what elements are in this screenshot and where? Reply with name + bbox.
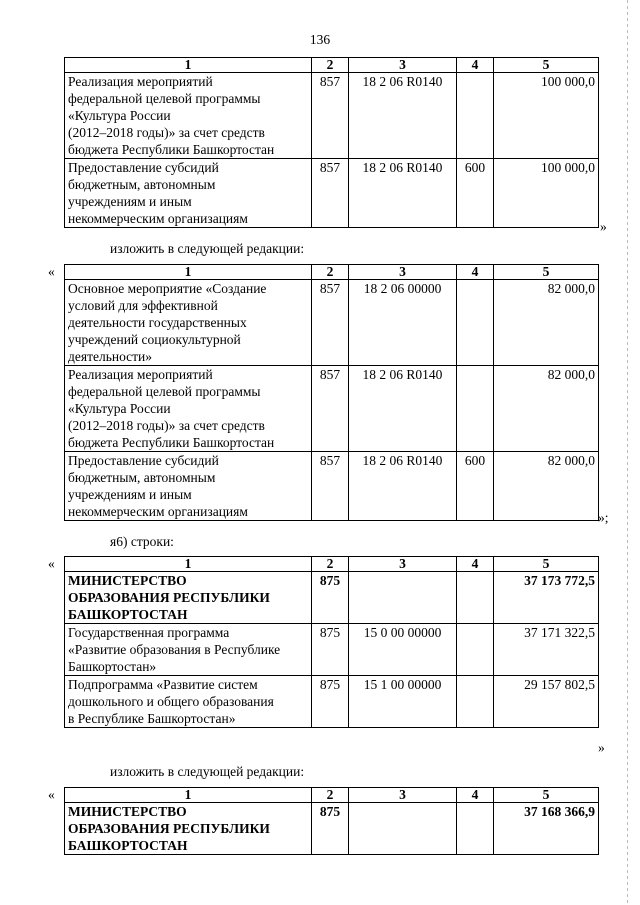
table-row xyxy=(65,803,599,855)
header-col-4: 4 xyxy=(457,58,494,73)
header-col-1: 1 xyxy=(65,557,312,572)
row-expense-type xyxy=(457,572,494,624)
name-line: «Культура России xyxy=(68,401,171,416)
row-amount: 100 000,0 xyxy=(494,73,599,159)
name-line: (2012–2018 годы)» за счет средств xyxy=(68,418,265,433)
name-line: БАШКОРТОСТАН xyxy=(68,607,188,622)
close-quote: »; xyxy=(598,510,609,525)
name-line: федеральной целевой программы xyxy=(68,91,261,106)
name-line: бюджетным, автономным xyxy=(68,470,216,485)
header-col-2: 2 xyxy=(312,265,349,280)
header-col-2: 2 xyxy=(312,58,349,73)
name-line: некоммерческим организациям xyxy=(68,211,248,226)
name-line: Реализация мероприятий xyxy=(68,367,213,382)
header-col-5: 5 xyxy=(494,557,599,572)
name-line: деятельности» xyxy=(68,349,153,364)
name-line: Подпрограмма «Развитие систем xyxy=(68,677,258,692)
header-col-2: 2 xyxy=(312,557,349,572)
name-line: учреждениям и иным xyxy=(68,487,192,502)
row-target-code: 18 2 06 R0140 xyxy=(349,452,457,521)
page-number: 136 xyxy=(309,32,331,47)
row-ministry-code: 857 xyxy=(312,73,349,159)
instruction-text: изложить в следующей редакции: xyxy=(110,764,305,779)
row-ministry-code: 875 xyxy=(312,624,349,676)
row-amount: 37 173 772,5 xyxy=(494,572,599,624)
name-line: (2012–2018 годы)» за счет средств xyxy=(68,125,265,140)
name-line: федеральной целевой программы xyxy=(68,384,261,399)
row-name xyxy=(65,803,312,855)
name-line: Башкортостан» xyxy=(68,659,157,674)
row-amount: 82 000,0 xyxy=(494,280,599,366)
row-target-code: 18 2 06 R0140 xyxy=(349,159,457,228)
name-line: условий для эффективной xyxy=(68,298,218,313)
table-row xyxy=(65,572,599,624)
row-amount: 37 171 322,5 xyxy=(494,624,599,676)
name-line: Основное мероприятие «Создание xyxy=(68,281,267,296)
row-name xyxy=(65,159,312,228)
name-line: «Развитие образования в Республике xyxy=(68,642,281,657)
header-col-5: 5 xyxy=(494,58,599,73)
header-col-4: 4 xyxy=(457,788,494,803)
name-line: некоммерческим организациям xyxy=(68,504,248,519)
row-ministry-code: 875 xyxy=(312,572,349,624)
row-name xyxy=(65,676,312,728)
header-col-3: 3 xyxy=(349,58,457,73)
name-line: Предоставление субсидий xyxy=(68,453,219,468)
row-ministry-code: 857 xyxy=(312,452,349,521)
row-expense-type: 600 xyxy=(457,452,494,521)
row-ministry-code: 875 xyxy=(312,803,349,855)
name-line: ОБРАЗОВАНИЯ РЕСПУБЛИКИ xyxy=(68,821,270,836)
name-line: ОБРАЗОВАНИЯ РЕСПУБЛИКИ xyxy=(68,590,270,605)
row-expense-type xyxy=(457,624,494,676)
row-ministry-code: 857 xyxy=(312,280,349,366)
header-col-5: 5 xyxy=(494,788,599,803)
row-target-code: 15 0 00 00000 xyxy=(349,624,457,676)
close-quote: » xyxy=(600,219,607,234)
name-line: в Республике Башкортостан» xyxy=(68,711,236,726)
header-col-3: 3 xyxy=(349,557,457,572)
row-target-code: 18 2 06 R0140 xyxy=(349,73,457,159)
instruction-text: изложить в следующей редакции: xyxy=(110,241,305,256)
budget-table-2 xyxy=(64,264,599,521)
header-col-3: 3 xyxy=(349,265,457,280)
row-ministry-code: 857 xyxy=(312,159,349,228)
row-target-code xyxy=(349,572,457,624)
header-col-2: 2 xyxy=(312,788,349,803)
row-expense-type xyxy=(457,803,494,855)
row-expense-type: 600 xyxy=(457,159,494,228)
table-row xyxy=(65,676,599,728)
budget-table-1 xyxy=(64,57,599,228)
name-line: Государственная программа xyxy=(68,625,230,640)
name-line: дошкольного и общего образования xyxy=(68,694,274,709)
row-name xyxy=(65,452,312,521)
row-ministry-code: 875 xyxy=(312,676,349,728)
header-col-1: 1 xyxy=(65,265,312,280)
name-line: БАШКОРТОСТАН xyxy=(68,838,188,853)
table-header-row xyxy=(65,788,599,803)
table-row xyxy=(65,624,599,676)
row-expense-type xyxy=(457,280,494,366)
name-line: МИНИСТЕРСТВО xyxy=(68,573,187,588)
row-expense-type xyxy=(457,676,494,728)
table-row xyxy=(65,366,599,452)
row-ministry-code: 857 xyxy=(312,366,349,452)
instruction-text: я6) строки: xyxy=(110,534,174,549)
close-quote: » xyxy=(598,740,605,755)
open-quote: « xyxy=(48,556,55,571)
row-name xyxy=(65,572,312,624)
budget-table-4 xyxy=(64,787,599,855)
table-header-row xyxy=(65,557,599,572)
row-amount: 37 168 366,9 xyxy=(494,803,599,855)
open-quote: « xyxy=(48,264,55,279)
row-name xyxy=(65,366,312,452)
row-target-code: 18 2 06 R0140 xyxy=(349,366,457,452)
row-target-code xyxy=(349,803,457,855)
row-name xyxy=(65,73,312,159)
row-name xyxy=(65,280,312,366)
header-col-4: 4 xyxy=(457,557,494,572)
row-amount: 100 000,0 xyxy=(494,159,599,228)
header-col-4: 4 xyxy=(457,265,494,280)
row-expense-type xyxy=(457,73,494,159)
table-row xyxy=(65,73,599,159)
header-col-5: 5 xyxy=(494,265,599,280)
name-line: бюджета Республики Башкортостан xyxy=(68,142,275,157)
name-line: учреждений социокультурной xyxy=(68,332,241,347)
header-col-3: 3 xyxy=(349,788,457,803)
name-line: «Культура России xyxy=(68,108,171,123)
row-expense-type xyxy=(457,366,494,452)
name-line: МИНИСТЕРСТВО xyxy=(68,804,187,819)
table-header-row xyxy=(65,265,599,280)
budget-table-3 xyxy=(64,556,599,728)
row-name xyxy=(65,624,312,676)
row-amount: 82 000,0 xyxy=(494,452,599,521)
page-edge xyxy=(627,0,628,905)
table-row xyxy=(65,280,599,366)
header-col-1: 1 xyxy=(65,58,312,73)
name-line: учреждениям и иным xyxy=(68,194,192,209)
open-quote: « xyxy=(48,787,55,802)
table-row xyxy=(65,159,599,228)
table-header-row xyxy=(65,58,599,73)
name-line: Предоставление субсидий xyxy=(68,160,219,175)
header-col-1: 1 xyxy=(65,788,312,803)
name-line: бюджетным, автономным xyxy=(68,177,216,192)
row-target-code: 18 2 06 00000 xyxy=(349,280,457,366)
row-amount: 29 157 802,5 xyxy=(494,676,599,728)
name-line: бюджета Республики Башкортостан xyxy=(68,435,275,450)
table-row xyxy=(65,452,599,521)
row-target-code: 15 1 00 00000 xyxy=(349,676,457,728)
name-line: Реализация мероприятий xyxy=(68,74,213,89)
row-amount: 82 000,0 xyxy=(494,366,599,452)
name-line: деятельности государственных xyxy=(68,315,247,330)
